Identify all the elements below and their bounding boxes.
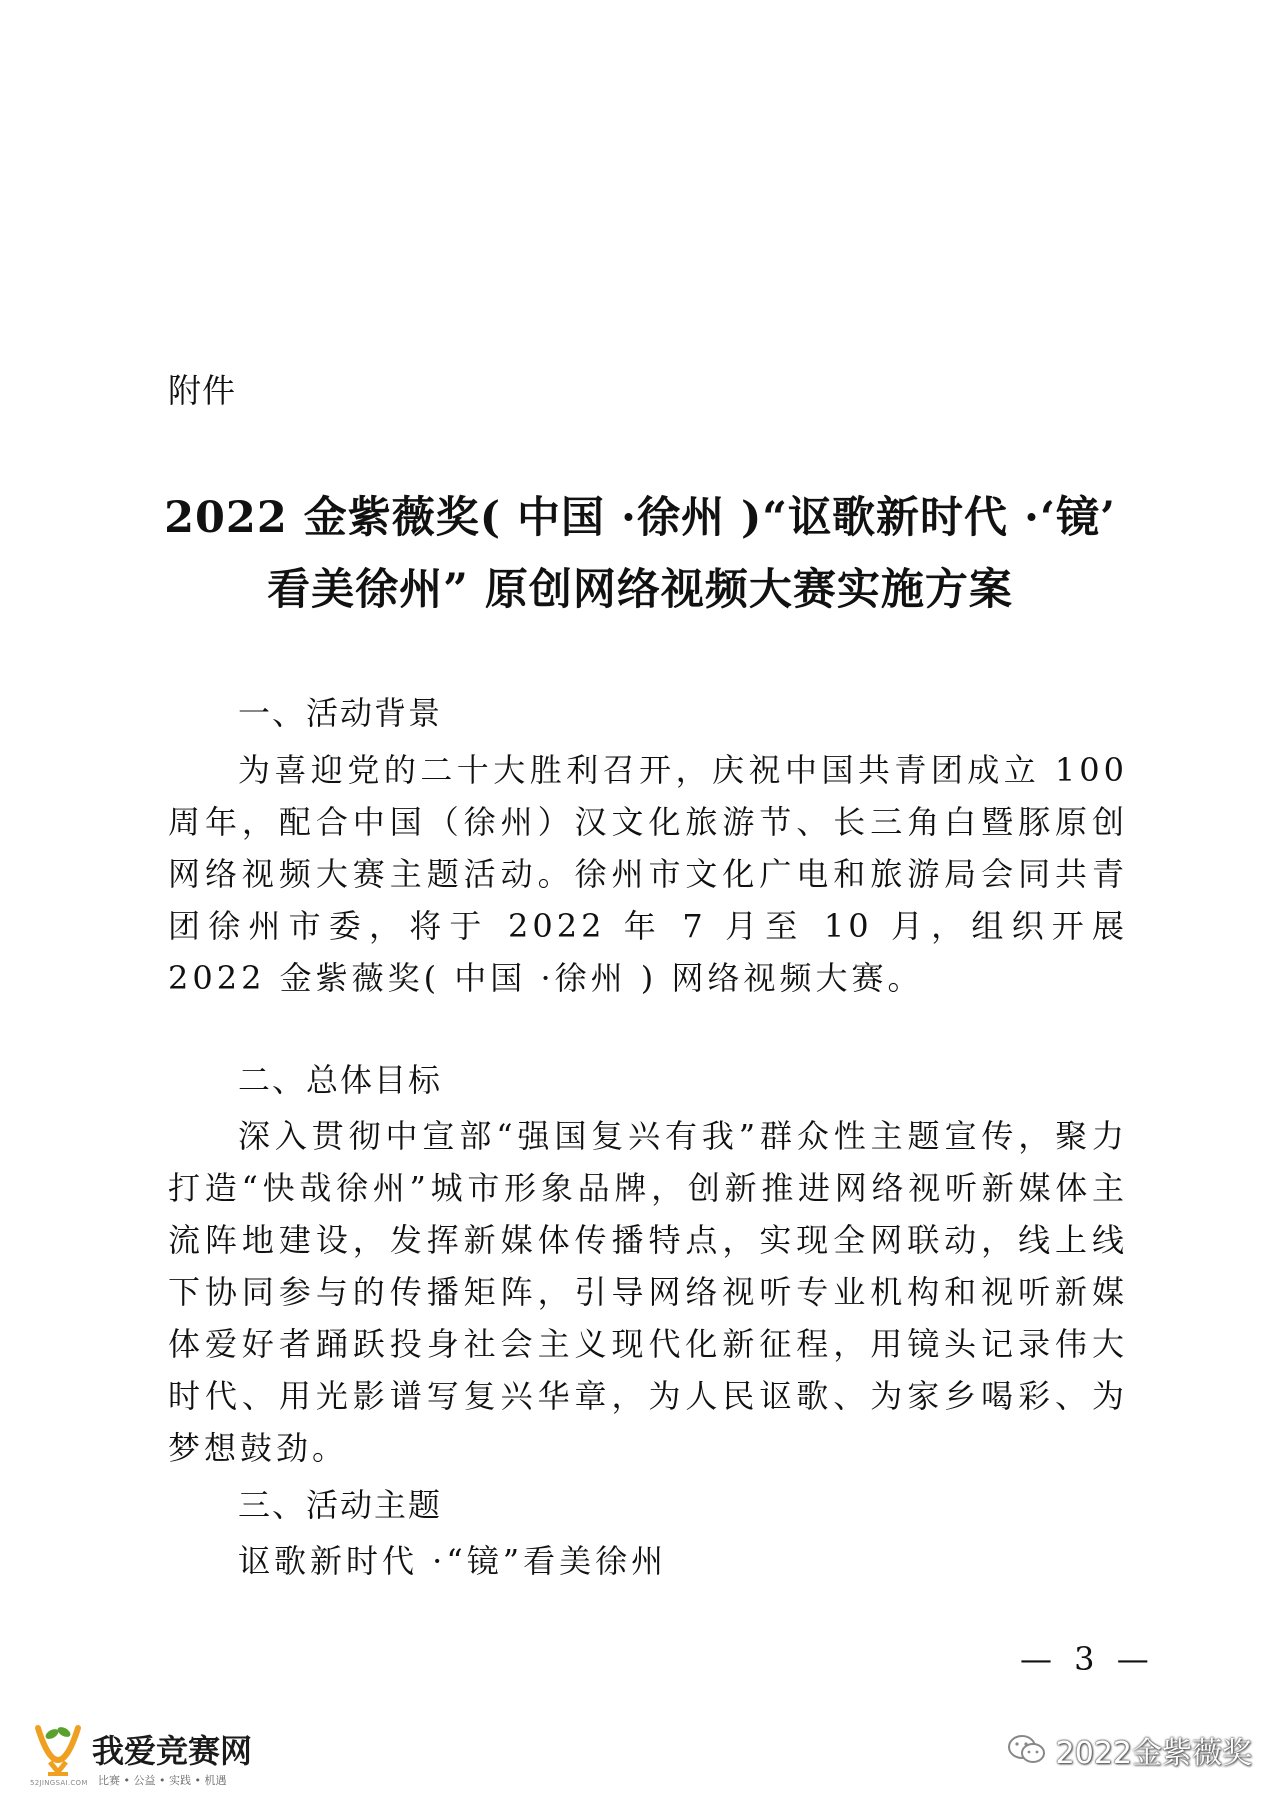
trophy-logo-icon xyxy=(28,1720,88,1780)
wechat-watermark xyxy=(1006,1730,1252,1770)
section-body-theme: 讴歌新时代 ·“镜”看美徐州 xyxy=(238,1542,668,1580)
watermark-text: 2022金紫薇奖 xyxy=(1055,1736,1252,1771)
section-heading-goals: 二、总体目标 xyxy=(238,1061,443,1099)
section-heading-background: 一、活动背景 xyxy=(238,694,443,732)
section-heading-theme: 三、活动主题 xyxy=(238,1486,443,1524)
wechat-icon xyxy=(1006,1733,1048,1767)
logo-title: 我爱竞赛网 xyxy=(92,1732,253,1770)
section-body-goals: 深入贯彻中宣部“强国复兴有我”群众性主题宣传，聚力打造“快哉徐州”城市形象品牌，创新推进网络视听新媒体主流阵地建设，发挥新媒体传播特点，实现全网联动，线上线下协同参与的传播矩阵，引导网络视听专业机构和视听新媒体爱好者踊跃投身社会主义现代化新征程，用镜头记录伟大时代、用光影谱写复兴华章，为人民讴歌、为家乡喝彩、为梦想鼓劲。 xyxy=(168,1117,1128,1467)
section-body-background: 为喜迎党的二十大胜利召开，庆祝中国共青团成立 100 周年，配合中国（徐州）汉文化旅游节、长三角白暨豚原创网络视频大赛主题活动。徐州市文化广电和旅游局会同共青团徐州市委，将于 2022 年 7 月至 10 月，组织开展 2022 金紫薇奖( 中国 ·徐州 ) 网络视频大赛。 xyxy=(168,751,1128,997)
page-number: — 3 — xyxy=(1020,1640,1155,1678)
document-title-line-1: 2022 金紫薇奖( 中国 ·徐州 )“讴歌新时代 ·‘镜’ xyxy=(164,493,1116,543)
logo-tagline: 比赛 • 公益 • 实践 • 机遇 xyxy=(98,1774,227,1787)
logo-url: 52JINGSAI.COM xyxy=(30,1779,88,1787)
document-title-line-2: 看美徐州” 原创网络视频大赛实施方案 xyxy=(267,565,1013,615)
attachment-label: 附件 xyxy=(168,371,236,410)
site-logo[interactable] xyxy=(28,1720,258,1790)
